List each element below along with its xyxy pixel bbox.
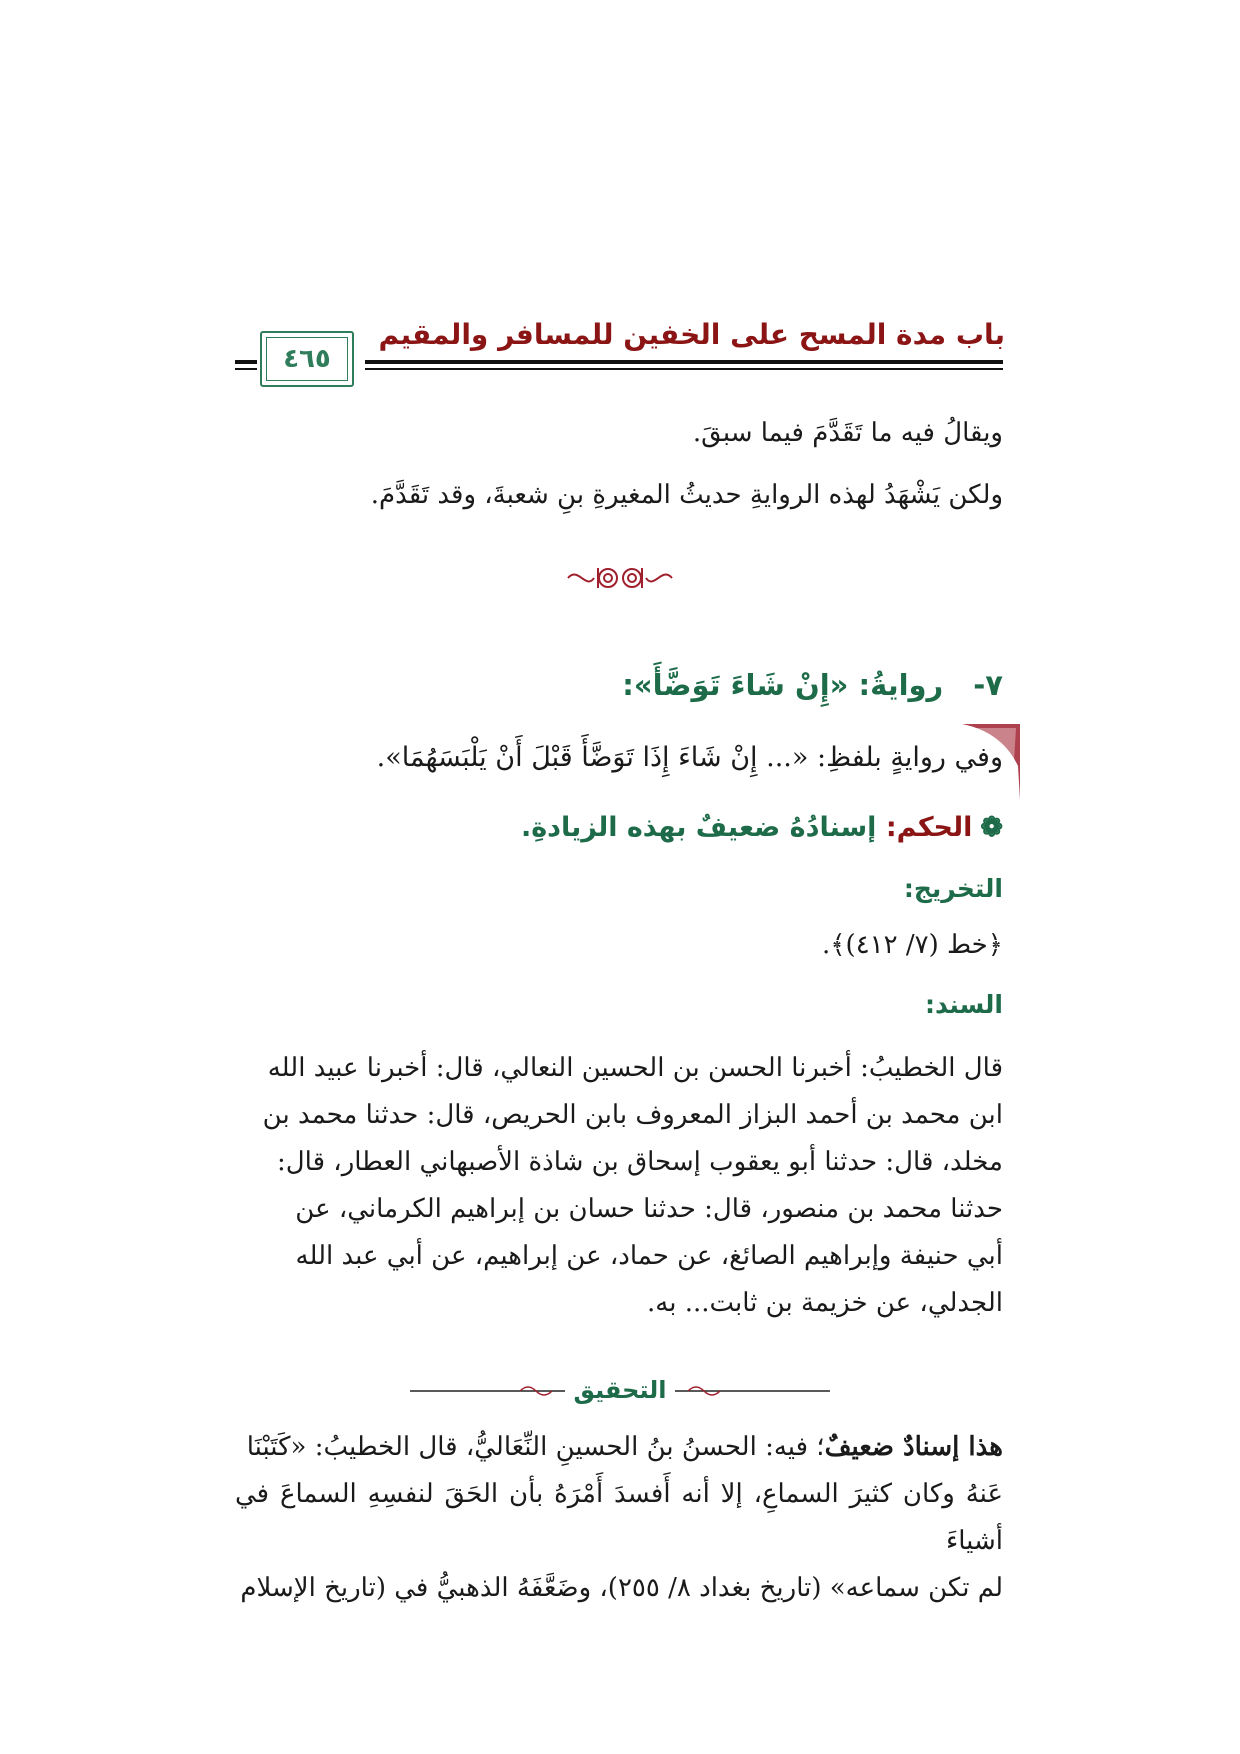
header-rule-left-thick [235,360,257,364]
hukm-line [521,812,1003,843]
hukm-label: الحكم: [885,812,973,843]
sanad-line: ابن محمد بن أحمد البزاز المعروف بابن الحريص، قال: حدثنا محمد بن [262,1100,1003,1130]
hukm-value: إسنادُهُ ضعيفٌ بهذه الزيادةِ. [520,812,877,843]
running-title: باب مدة المسح على الخفين للمسافر والمقيم [378,318,1005,351]
page-number-frame [260,331,354,387]
flower-icon: ❁ [980,812,1003,843]
sanad-line: أبي حنيفة وإبراهيم الصائغ، عن حماد، عن إبراهيم، عن أبي عبد الله [295,1241,1003,1271]
takhrij-value: ﴿خط (٧/ ٤١٢)﴾. [822,930,1003,960]
tahqiq-line [235,1424,1003,1471]
sanad-line: حدثنا محمد بن منصور، قال: حدثنا حسان بن إبراهيم الكرماني، عن [295,1194,1003,1224]
section-number: ٧- [973,668,1003,702]
takhrij-label: التخريج: [903,874,1003,903]
tahqiq-line-1-rest: ؛ فيه: الحسنُ بنُ الحسينِ النِّعَاليُّ، قال الخطيبُ: «كَتَبْنَا [246,1432,825,1462]
tahqiq-lead: هذا إسنادٌ ضعيفٌ [824,1432,1003,1462]
section-ornament-icon [560,560,680,596]
sanad-line: الجدلي، عن خزيمة بن ثابت... به. [646,1288,1003,1318]
page-number: ٤٦٥ [283,344,331,374]
sanad-paragraph [235,1045,1003,1327]
section-title: روايةُ: «إِنْ شَاءَ تَوَضَّأَ»: [622,668,944,702]
tahqiq-line: لم تكن سماعه» (تاريخ بغداد ٨/ ٢٥٥)، وضَعَّفَهُ الذهبيُّ في (تاريخ الإسلام [240,1573,1003,1603]
variant-text-content: وفي روايةٍ بلفظِ: «... إِنْ شَاءَ إِذَا تَوَضَّأَ قَبْلَ أَنْ يَلْبَسَهُمَا». [376,742,1003,773]
header-rule-left-thin [235,368,257,370]
sanad-line: مخلد، قال: حدثنا أبو يعقوب إسحاق بن شاذة الأصبهاني العطار، قال: [277,1147,1003,1177]
intro-line-2: ولكن يَشْهَدُ لهذه الروايةِ حديثُ المغيرةِ بنِ شعبةَ، وقد تَقَدَّمَ. [370,480,1003,510]
section-heading [622,668,1003,702]
tahqiq-paragraph [235,1424,1003,1612]
tahqiq-label: التحقيق [565,1376,674,1404]
tahqiq-title [0,1376,1240,1404]
sanad-line: قال الخطيبُ: أخبرنا الحسن بن الحسين النعالي، قال: أخبرنا عبيد الله [267,1053,1003,1083]
header-rule-thick [365,360,1003,364]
variant-text [377,744,1003,771]
header-rule-thin [365,368,1003,370]
sanad-label: السند: [924,990,1003,1019]
intro-line-1: ويقالُ فيه ما تَقَدَّمَ فيما سبقَ. [692,418,1003,448]
tahqiq-line: عَنهُ وكان كثيرَ السماعِ، إلا أنه أَفسدَ أَمْرَهُ بأن الحَقَ لنفسِهِ السماعَ في أشياءَ [235,1479,1003,1556]
